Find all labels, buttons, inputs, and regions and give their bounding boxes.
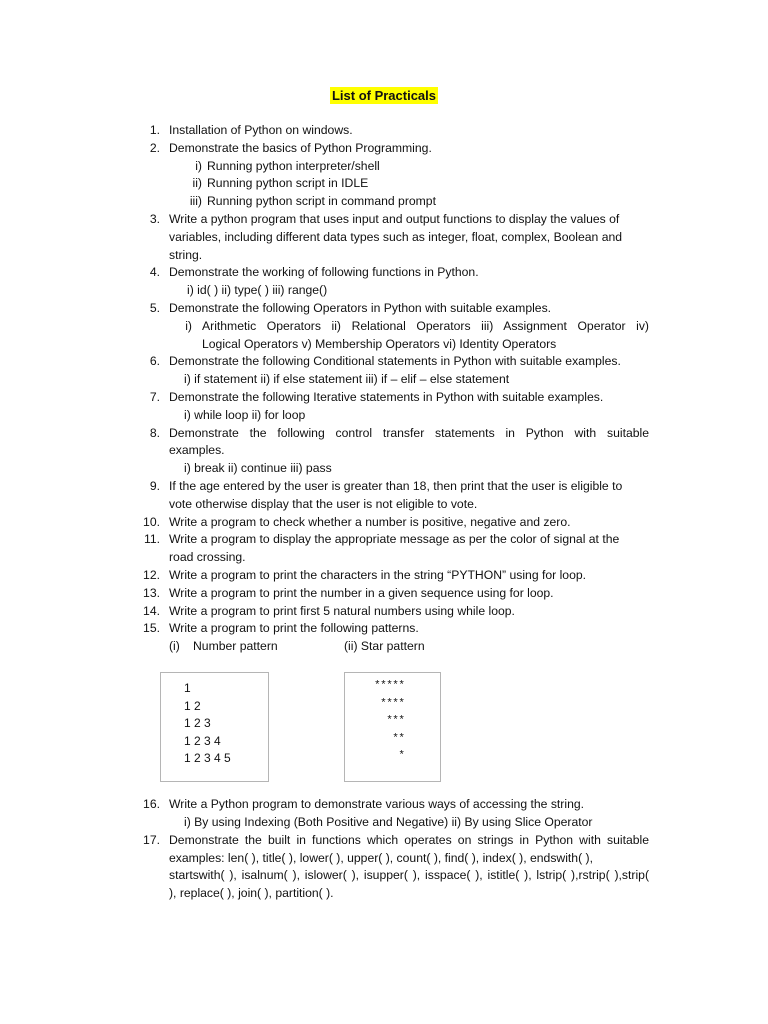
item-number: 16. bbox=[143, 797, 160, 812]
star-pattern-row: ** bbox=[374, 732, 405, 745]
list-item bbox=[131, 264, 649, 282]
sub-text: i) while loop ii) for loop bbox=[184, 407, 306, 422]
item-text bbox=[169, 211, 649, 264]
item-number: 3. bbox=[149, 211, 160, 226]
sub-text: Logical Operators v) Membership Operators vi) Identity Operators bbox=[202, 336, 557, 351]
item-number: 15. bbox=[143, 621, 160, 636]
item-text: Write a program to print the characters in the string “PYTHON” using for loop. bbox=[169, 567, 587, 582]
list-item bbox=[131, 620, 649, 638]
item-line: ), replace( ), join( ), partition( ). bbox=[169, 886, 334, 901]
sub-text: i) if statement ii) if else statement iii) if – elif – else statement bbox=[184, 372, 510, 387]
item-text bbox=[169, 531, 649, 567]
sub-text: i) break ii) continue iii) pass bbox=[184, 461, 332, 476]
sub-text: Running python script in command prompt bbox=[207, 194, 436, 209]
list-item bbox=[131, 353, 649, 371]
item-number: 12. bbox=[143, 567, 160, 582]
star-pattern-box bbox=[344, 672, 441, 782]
item-text: Demonstrate the following Iterative statements in Python with suitable examples. bbox=[169, 389, 604, 404]
number-pattern-row: 1 2 bbox=[184, 698, 201, 713]
item-line: examples: len( ), title( ), lower( ), upper( ), count( ), find( ), index( ), endswith( ), bbox=[169, 850, 593, 865]
number-pattern-numeral: (i) bbox=[169, 639, 180, 654]
sub-numeral: iii) bbox=[189, 194, 202, 209]
number-pattern-box bbox=[160, 672, 269, 782]
list-item bbox=[131, 425, 649, 461]
item-text: Demonstrate the following Operators in Python with suitable examples. bbox=[169, 300, 552, 315]
item-text: Write a program to print the following patterns. bbox=[169, 621, 419, 636]
list-item bbox=[131, 300, 649, 318]
list-item bbox=[131, 122, 649, 140]
item-text bbox=[169, 478, 649, 514]
item-line: If the age entered by the user is greater than 18, then print that the user is eligible to bbox=[169, 478, 623, 493]
sub-text: Arithmetic Operators ii) Relational Operators iii) Assignment Operator iv) bbox=[202, 318, 649, 333]
item-line: road crossing. bbox=[169, 550, 246, 565]
item-number: 6. bbox=[149, 354, 160, 369]
list-item bbox=[131, 211, 649, 264]
practicals-list bbox=[0, 122, 768, 903]
number-pattern-row: 1 2 3 bbox=[184, 716, 211, 731]
item-text: Write a program to check whether a number is positive, negative and zero. bbox=[169, 514, 571, 529]
list-item bbox=[131, 514, 649, 532]
sub-item bbox=[172, 175, 649, 193]
item-number: 14. bbox=[143, 603, 160, 618]
item-text: Demonstrate the following Conditional statements in Python with suitable examples. bbox=[169, 354, 621, 369]
star-pattern-row: **** bbox=[374, 697, 405, 710]
sub-text: i) id( ) ii) type( ) iii) range() bbox=[187, 283, 328, 298]
item-line: Write a program to display the appropriate message as per the color of signal at the bbox=[169, 532, 620, 547]
list-item bbox=[131, 531, 649, 567]
list-item bbox=[131, 832, 649, 903]
star-pattern-row: *** bbox=[374, 715, 405, 728]
sub-text: Running python interpreter/shell bbox=[207, 158, 380, 173]
item-text: Write a program to print the number in a given sequence using for loop. bbox=[169, 585, 554, 600]
number-pattern-row: 1 bbox=[184, 681, 191, 695]
item-number: 5. bbox=[149, 300, 160, 315]
sub-numeral: i) bbox=[185, 318, 192, 333]
patterns-header bbox=[169, 638, 649, 656]
sub-numeral: i) bbox=[195, 158, 202, 173]
item-text: Demonstrate the working of following functions in Python. bbox=[169, 265, 479, 280]
item-line: vote otherwise display that the user is not eligible to vote. bbox=[169, 496, 478, 511]
list-item bbox=[131, 140, 649, 158]
item-text: Write a Python program to demonstrate various ways of accessing the string. bbox=[169, 797, 585, 812]
item-line: variables, including different data types such as integer, float, complex, Boolean and bbox=[169, 229, 623, 244]
list-item bbox=[131, 796, 649, 814]
item-line: examples. bbox=[169, 443, 225, 458]
sub-text: Running python script in IDLE bbox=[207, 176, 369, 191]
item-number: 2. bbox=[149, 140, 160, 155]
list-item bbox=[131, 478, 649, 514]
star-pattern-row: * bbox=[374, 750, 405, 763]
number-pattern-row: 1 2 3 4 bbox=[184, 733, 221, 748]
item-text bbox=[169, 832, 649, 903]
item-number: 1. bbox=[149, 123, 160, 137]
item-number: 10. bbox=[143, 514, 160, 529]
sub-item bbox=[166, 318, 649, 336]
item-line: Demonstrate the built in functions which operates on strings in Python with suitable bbox=[169, 832, 649, 847]
list-item bbox=[131, 603, 649, 621]
item-line: startswith( ), isalnum( ), islower( ), isupper( ), isspace( ), istitle( ), lstrip( ),rstrip( ),strip( bbox=[169, 868, 649, 883]
sub-numeral: ii) bbox=[192, 176, 202, 191]
sub-text: i) By using Indexing (Both Positive and Negative) ii) By using Slice Operator bbox=[184, 814, 593, 829]
page-title bbox=[0, 88, 768, 103]
item-number: 17. bbox=[143, 832, 160, 847]
item-number: 7. bbox=[149, 389, 160, 404]
star-pattern-label: (ii) Star pattern bbox=[344, 639, 425, 654]
sub-item bbox=[172, 193, 649, 211]
highlighted-title: List of Practicals bbox=[331, 88, 437, 103]
item-number: 11. bbox=[143, 532, 160, 547]
item-number: 8. bbox=[149, 425, 160, 440]
sub-item bbox=[172, 158, 649, 176]
list-item bbox=[131, 567, 649, 585]
item-number: 4. bbox=[149, 265, 160, 280]
item-text: Demonstrate the basics of Python Programming. bbox=[169, 140, 432, 155]
number-pattern-row: 1 2 3 4 5 bbox=[184, 751, 231, 766]
item-text: Write a program to print first 5 natural numbers using while loop. bbox=[169, 603, 515, 618]
star-pattern-row: ***** bbox=[374, 680, 405, 692]
item-number: 13. bbox=[143, 585, 160, 600]
list-item bbox=[131, 389, 649, 407]
item-line: Demonstrate the following control transfer statements in Python with suitable bbox=[169, 425, 649, 440]
item-line: string. bbox=[169, 247, 203, 262]
item-number: 9. bbox=[149, 478, 160, 493]
list-item bbox=[131, 585, 649, 603]
item-text: Installation of Python on windows. bbox=[169, 123, 353, 137]
item-line: Write a python program that uses input and output functions to display the values of bbox=[169, 211, 620, 226]
number-pattern-label: Number pattern bbox=[193, 639, 278, 654]
item-text bbox=[169, 425, 649, 461]
